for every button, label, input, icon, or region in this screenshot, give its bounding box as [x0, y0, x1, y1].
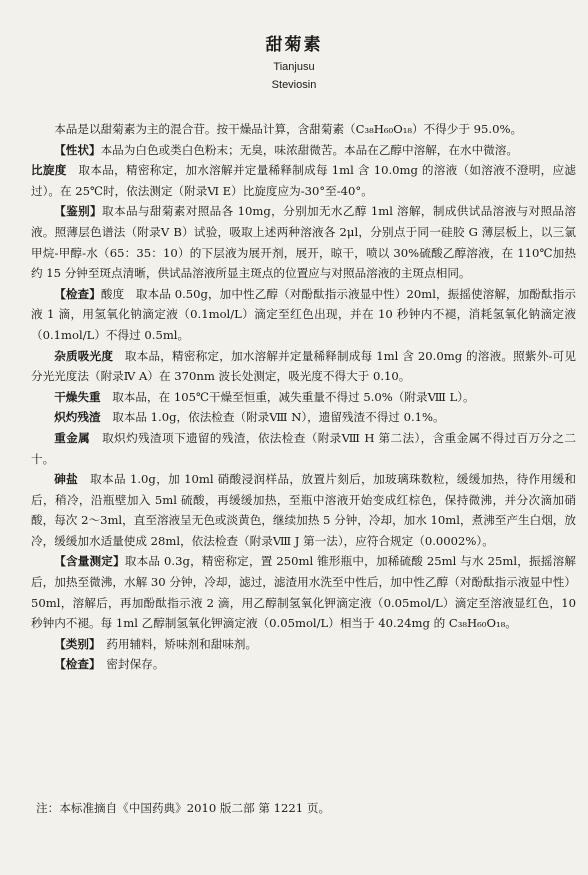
document-body [31, 119, 576, 675]
section-heading: 炽灼残渣 [54, 410, 101, 425]
section-heading: 砷盐 [54, 472, 79, 487]
section-text: 取本品，精密称定，加水溶解并定量稀释制成每 1ml 含 20.0mg 的溶液。照紫外-可见分光光度法（附录Ⅳ A）在 370nm 波长处测定，吸光度不得大于 0.10。 [31, 348, 576, 384]
source-note: 注：本标准摘自《中国药典》2010 版二部 第 1221 页。 [36, 801, 331, 815]
section-storage [31, 654, 576, 675]
page-title: 甜菊素 [265, 35, 323, 55]
section-text: 酸度 取本品 0.50g，加中性乙醇（对酚酞指示液显中性）20ml，振摇使溶解，加酚酞指示液 1 滴，用氢氧化钠滴定液（0.1mol/L）滴定至红色出现，并在 10 秒钟内不褪，消耗氢氧化钠滴定液（0.1mol/L）不得过 0.5ml。 [31, 286, 576, 342]
section-heading: 【检查】 [54, 657, 95, 672]
english-name: Steviosin [271, 79, 317, 91]
section-text: 取本品，在 105℃干燥至恒重，减失重量不得过 5.0%（附录Ⅷ L）。 [112, 389, 475, 404]
section-assay [31, 551, 576, 633]
section-heading: 【鉴别】 [54, 204, 103, 219]
section-text: 取本品 0.3g，精密称定，置 250ml 锥形瓶中，加稀硫酸 25ml 与水 25ml，振摇溶解后，加热至微沸，水解 30 分钟，冷却，滤过，滤渣用水洗至中性后，加中性乙醇（对酚酞指示液显中性）50ml，溶解后，再加酚酞指示液 2 滴，用乙醇制氢氧化钾滴定液（0.05mol/L）滴定至溶液显红色，10 秒钟内不褪。每 1ml 乙醇制氢氧化钾滴定液（0.05mol/L）相当于 40.24mg 的 C₃₈H₆₀O₁₈。 [31, 554, 576, 631]
section-text: 取本品 1.0g，加 10ml 硝酸浸润样品，放置片刻后，加玻璃珠数粒，缓缓加热，待作用缓和后，稍冷，沿瓶壁加入 5ml 硫酸，再缓缓加热，至瓶中溶液开始变成红棕色，保持微沸，并分次滴加硝酸，每次 2～3ml，直至溶液呈无色或淡黄色，继续加热 5 分钟，冷却，加水 10ml，煮沸至产生白烟，放冷，缓缓加水适量使成 28ml，依法检查（附录Ⅷ J 第一法），应符合规定（0.0002%）。 [31, 472, 576, 548]
section-text: 取本品与甜菊素对照品各 10mg，分别加无水乙醇 1ml 溶解，制成供试品溶液与对照品溶液。照薄层色谱法（附录Ⅴ B）试验，吸取上述两种溶液各 2μl，分别点于同一硅胶 G 薄层板上，以三氯甲烷-甲醇-水（65：35：10）的下层液为展开剂，展开，晾干，喷以 30%硫酸乙醇溶液，在 110℃加热约 15 分钟至斑点清晰，供试品溶液所显主斑点的位置应与对照品溶液的主斑点相同。 [31, 204, 576, 281]
section-text: 取本品 1.0g，依法检查（附录Ⅷ N），遗留残渣不得过 0.1%。 [112, 410, 445, 425]
section-text: 药用辅料，矫味剂和甜味剂。 [106, 636, 258, 651]
section-heading: 重金属 [54, 430, 91, 445]
section-heading: 比旋度 [31, 163, 67, 178]
section-heading: 干燥失重 [54, 389, 101, 404]
section-heading: 杂质吸光度 [54, 348, 114, 363]
intro-paragraph: 本品是以甜菊素为主的混合苷。按干燥品计算，含甜菊素（C₃₈H₆₀O₁₈）不得少于 95.0%。 [54, 122, 523, 136]
section-text: 取炽灼残渣项下遗留的残渣，依法检查（附录Ⅷ H 第二法），含重金属不得过百万分之二十。 [31, 430, 576, 466]
section-text: 本品为白色或类白色粉末；无臭，味浓甜微苦。本品在乙醇中溶解，在水中微溶。 [100, 142, 518, 157]
section-absorbance [31, 346, 576, 387]
section-text: 取本品，精密称定，加水溶解并定量稀释制成每 1ml 含 10.0mg 的溶液（如溶液不澄明，应滤过）。在 25℃时，依法测定（附录Ⅵ E）比旋度应为-30°至-40°。 [31, 163, 576, 198]
section-arsenic [31, 469, 576, 551]
section-heading: 【类别】 [54, 636, 95, 651]
section-heading: 【检查】 [54, 286, 101, 301]
section-properties [31, 140, 576, 161]
section-heading: 【含量测定】 [54, 554, 125, 569]
section-loss-on-drying [31, 387, 576, 408]
section-tests [31, 284, 576, 346]
section-specific-rotation [31, 160, 576, 201]
section-heading: 【性状】 [54, 142, 101, 157]
section-heavy-metals [31, 428, 576, 469]
section-residue-on-ignition [31, 407, 576, 428]
pinyin-name: Tianjusu [273, 61, 315, 73]
section-identification [31, 201, 576, 283]
section-category [31, 634, 576, 655]
section-text: 密封保存。 [106, 657, 165, 672]
